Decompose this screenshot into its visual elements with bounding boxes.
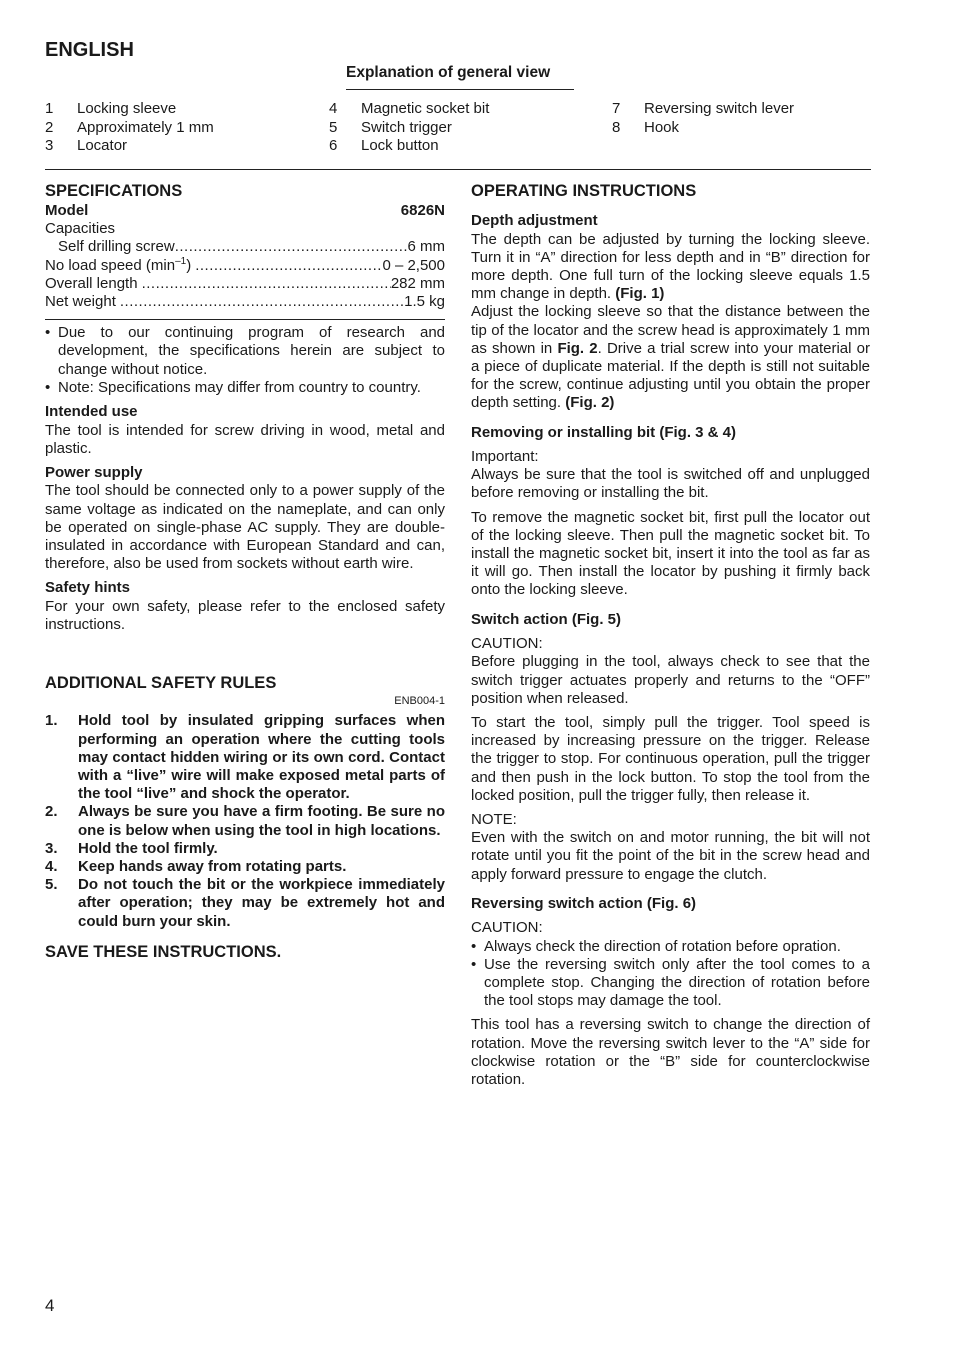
power-supply-text: The tool should be connected only to a power supply of the same voltage as indicated on the nameplate, and can only be operated on single-phase AC supply. They are double-insulated in accordance with European Standard and can, therefore, also be used from sockets without earth wire. <box>45 482 445 573</box>
reversing-bullet: • Use the reversing switch only after the tool comes to a complete stop. Changing the direction of rotation before the tool stops may damage the tool. <box>471 955 870 1010</box>
language-heading: ENGLISH <box>45 39 134 61</box>
bit-paragraph-2: To remove the magnetic socket bit, first pull the locator out of the locking sleeve. Then pull the magnetic socket bit. To install the magnetic socket bit, insert it into the tool as far as it will go. Then install the locator by pushing it firmly back onto the locking sleeve. <box>471 508 870 599</box>
safety-rule: 3. Hold the tool firmly. <box>45 839 218 857</box>
caution-label: CAUTION: <box>471 919 543 937</box>
safety-rule: 4. Keep hands away from rotating parts. <box>45 857 347 875</box>
part-item: 4 Magnetic socket bit <box>329 100 490 117</box>
page-number: 4 <box>45 1296 55 1315</box>
switch-paragraph-3: Even with the switch on and motor running, the bit will not rotate until you fit the point of the bit in the screw head and apply forward pressure to engage the clutch. <box>471 829 870 883</box>
important-label: Important: <box>471 448 539 466</box>
model-row: Model 6826N <box>45 202 445 219</box>
spec-row: Net weight ..... 1.5 kg <box>45 293 445 311</box>
general-view-title: Explanation of general view <box>346 64 551 81</box>
spec-row: Self drilling screw ..... 6 mm <box>45 238 445 256</box>
switch-heading: Switch action (Fig. 5) <box>471 610 622 628</box>
part-item: 1 Locking sleeve <box>45 100 177 117</box>
safety-rule: 1. Hold tool by insulated gripping surfaces when performing an operation where the cutting tools may contact hidden wiring or its own cord. Contact with a “live” wire will make exposed metal parts of the tool “live” and shock the operator. <box>45 712 445 803</box>
depth-paragraph-1: The depth can be adjusted by turning the locking sleeve. Turn it in “A” direction for less depth and in “B” direction for more depth. One full turn of the locking sleeve equals 1.5 mm change in depth. (Fig. 1) <box>471 230 870 303</box>
part-item: 2 Approximately 1 mm <box>45 118 214 136</box>
power-supply-heading: Power supply <box>45 463 143 481</box>
spec-note: • Note: Specifications may differ from country to country. <box>45 378 421 396</box>
depth-adjustment-heading: Depth adjustment <box>471 212 598 229</box>
part-item: 8 Hook <box>612 118 680 136</box>
switch-paragraph-1: Before plugging in the tool, always check to see that the switch trigger actuates properly and returns to the “OFF” position when released. <box>471 653 870 707</box>
part-item: 3 Locator <box>45 137 128 154</box>
safety-hints-text: For your own safety, please refer to the enclosed safety instructions. <box>45 597 445 634</box>
part-item: 5 Switch trigger <box>329 118 452 136</box>
operating-heading: OPERATING INSTRUCTIONS <box>471 182 697 200</box>
spec-note: • Due to our continuing program of research and development, the specifications herein are subject to change without notice. <box>45 324 445 378</box>
additional-safety-heading: ADDITIONAL SAFETY RULES <box>45 674 277 693</box>
left-column <box>45 180 445 963</box>
parts-column-2 <box>329 100 489 156</box>
part-item: 7 Reversing switch lever <box>612 100 795 117</box>
note-label: NOTE: <box>471 810 517 828</box>
right-column <box>471 180 870 1089</box>
switch-paragraph-2: To start the tool, simply pull the trigger. Tool speed is increased by increasing pressure on the trigger. Release the trigger to stop. For continuous operation, pull the trigger and then push in the lock button. To stop the tool from the locked position, pull the trigger fully, then release it. <box>471 713 870 804</box>
intended-use-heading: Intended use <box>45 403 138 421</box>
save-instructions-heading: SAVE THESE INSTRUCTIONS. <box>45 942 282 961</box>
intended-use-text: The tool is intended for screw driving in wood, metal and plastic. <box>45 421 445 457</box>
safety-rule: 2. Always be sure you have a firm footing. Be sure no one is below when using the tool in high locations. <box>45 803 445 839</box>
bit-paragraph-1: Always be sure that the tool is switched off and unplugged before removing or installing the bit. <box>471 466 870 502</box>
spec-row: No load speed $(\min^{-1})$ ..... 0 – 2,500 <box>45 257 445 275</box>
reversing-heading: Reversing switch action (Fig. 6) <box>471 894 697 912</box>
bit-heading: Removing or installing bit (Fig. 3 & 4) <box>471 423 737 441</box>
depth-paragraph-2: Adjust the locking sleeve so that the distance between the tip of the locator and the screw head is approximately 1 mm as shown in Fig. 2. Drive a trial screw into your material or a piece of duplicate material. If the depth is still not suitable for the screw, continue adjusting until you obtain the proper depth setting. (Fig. 2) <box>471 303 870 412</box>
specifications-heading: SPECIFICATIONS <box>45 182 183 200</box>
part-item: 6 Lock button <box>329 137 439 154</box>
parts-column-3 <box>612 100 794 137</box>
caution-label: CAUTION: <box>471 635 543 653</box>
document-code: ENB004-1 <box>394 695 445 708</box>
section-divider <box>45 169 871 170</box>
reversing-bullet: • Always check the direction of rotation before opration. <box>471 937 841 955</box>
reversing-paragraph: This tool has a reversing switch to change the direction of rotation. Move the reversing switch lever to the “A” side for clockwise rotation or the “B” side for counterclockwise rotation. <box>471 1016 870 1088</box>
capacities-label: Capacities <box>45 220 116 238</box>
safety-hints-heading: Safety hints <box>45 579 131 597</box>
spec-divider <box>45 319 445 320</box>
spec-row: Overall length ..... 282 mm <box>45 275 445 293</box>
parts-column-1 <box>45 100 214 156</box>
title-underline <box>346 89 574 90</box>
safety-rule: 5. Do not touch the bit or the workpiece immediately after operation; they may be extremely hot and could burn your skin. <box>45 876 445 930</box>
